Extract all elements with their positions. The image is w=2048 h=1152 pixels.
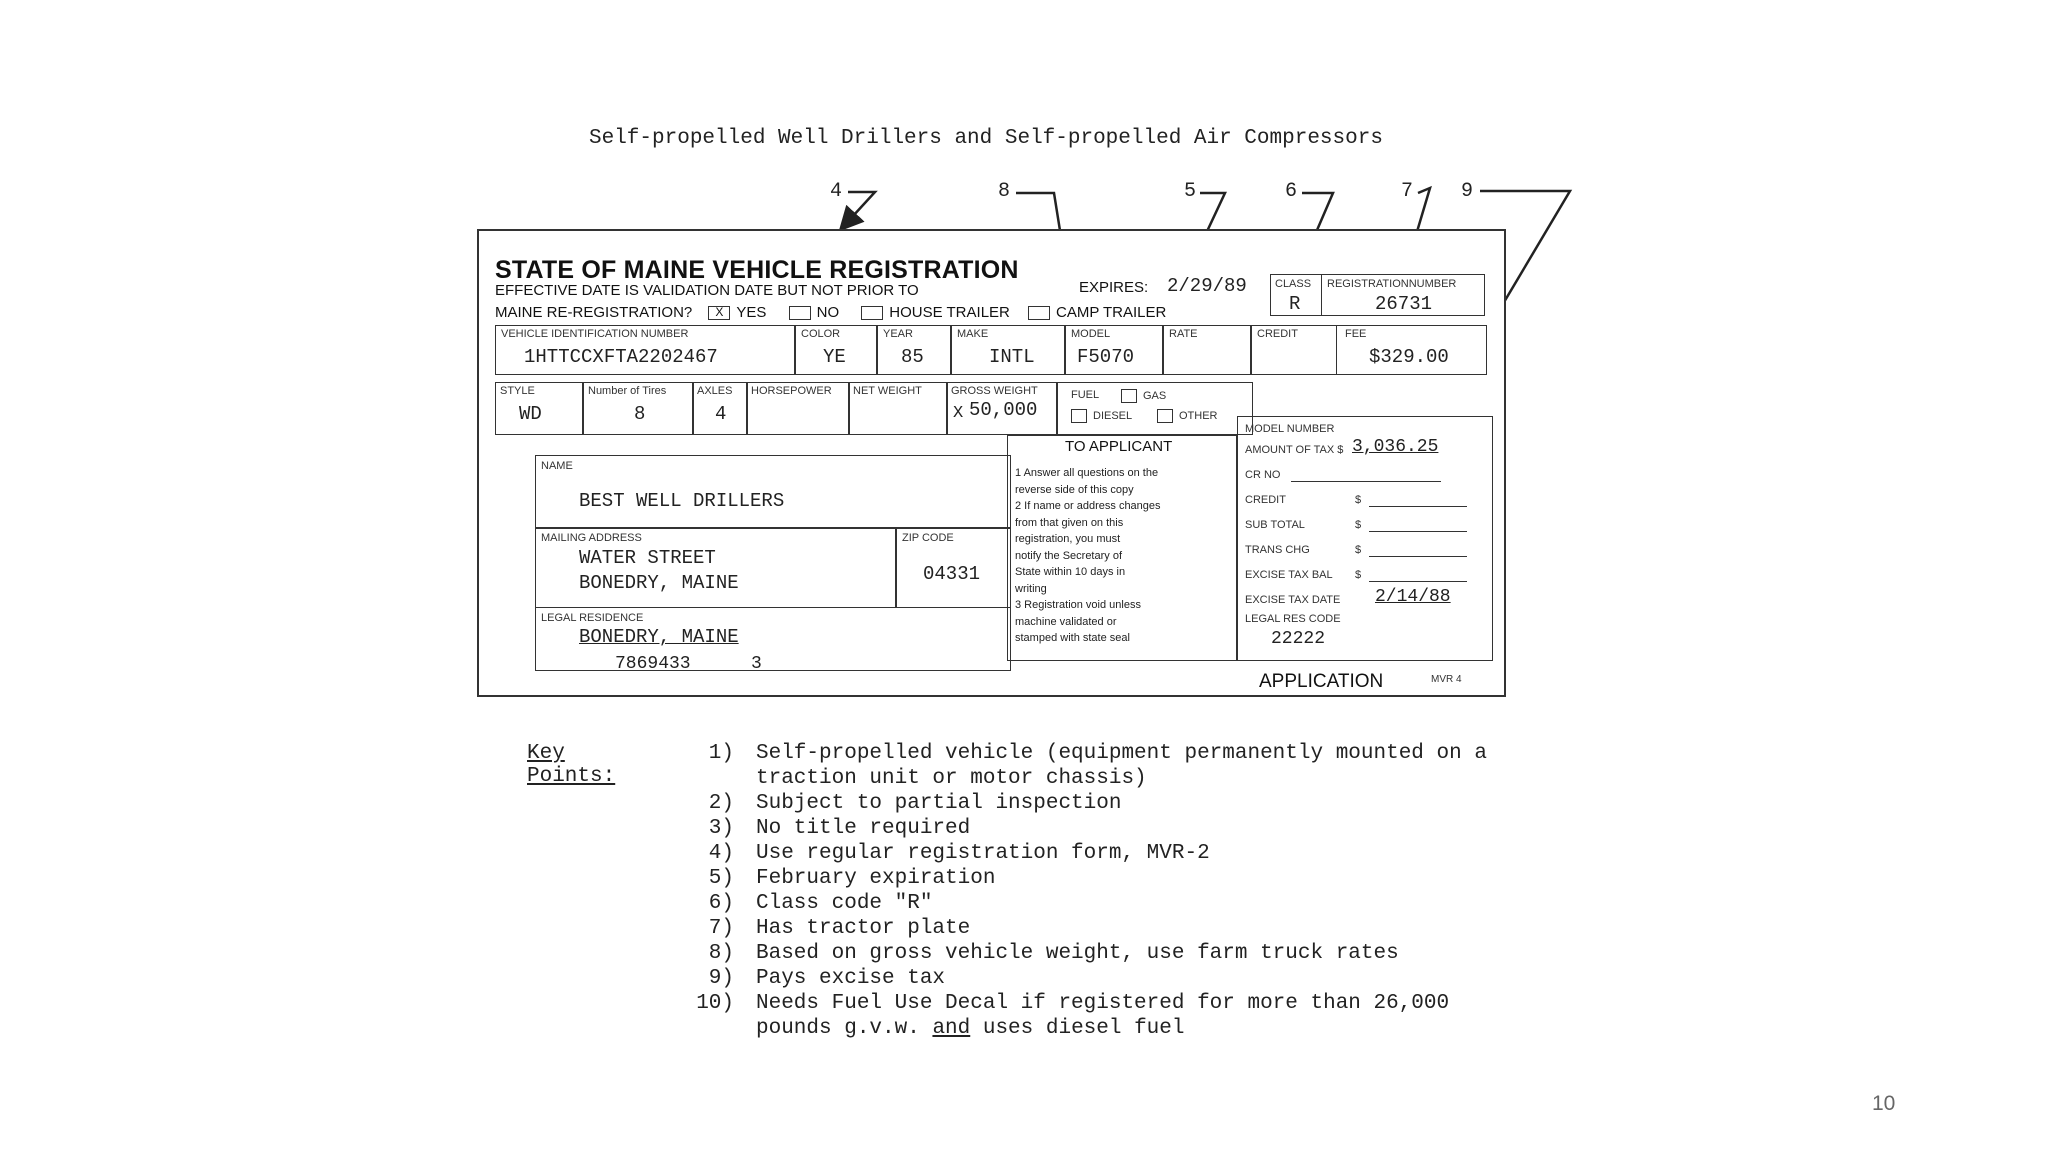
callout-9: 9: [1461, 180, 1474, 203]
fuel-diesel: [1071, 409, 1132, 423]
excise-bal-label: EXCISE TAX BAL: [1245, 569, 1333, 581]
instruction-line: registration, you must: [1015, 533, 1121, 545]
instruction-line: notify the Secretary of: [1015, 549, 1122, 562]
no-checkbox: [789, 306, 811, 320]
legal-residence-value: BONEDRY, MAINE: [579, 626, 739, 648]
instruction-line: 3 Registration void unless: [1015, 599, 1141, 611]
kp-text-4: Use regular registration form, MVR-2: [756, 842, 1210, 865]
bottom-number: 7869433: [615, 654, 691, 674]
instruction-line: machine validated or: [1015, 615, 1117, 628]
name-value: BEST WELL DRILLERS: [579, 490, 785, 512]
kp-text-9: Pays excise tax: [756, 967, 946, 990]
kp-text-10b-pre: pounds g.v.w.: [756, 1017, 933, 1040]
arrow-4: [842, 192, 875, 228]
legal-residence-label: LEGAL RESIDENCE: [541, 612, 644, 624]
instruction-line: writing: [1015, 582, 1047, 595]
credit-label: CREDIT: [1257, 328, 1298, 340]
callout-8: 8: [998, 180, 1011, 203]
kp-text-8: Based on gross vehicle weight, use farm truck rates: [756, 942, 1399, 965]
form-title: STATE OF MAINE VEHICLE REGISTRATION: [495, 256, 1019, 284]
tires-label: Number of Tires: [588, 385, 667, 397]
callout-6: 6: [1285, 180, 1298, 203]
other-checkbox: [1157, 409, 1173, 423]
trans-label: TRANS CHG: [1245, 544, 1310, 556]
diesel-checkbox: [1071, 409, 1087, 423]
fee-label: FEE: [1345, 328, 1367, 340]
kp-text-1b: traction unit or motor chassis): [756, 767, 1147, 790]
subtotal-label: SUB TOTAL: [1245, 519, 1305, 531]
cr-no-line: [1291, 467, 1441, 482]
registration-form: [477, 229, 1506, 697]
diesel-label: DIESEL: [1093, 409, 1133, 422]
yes-checkbox: X: [708, 306, 730, 320]
kp-num-10: 10): [696, 992, 734, 1015]
legal-res-code-label: LEGAL RES CODE: [1245, 613, 1341, 625]
credit2-label: CREDIT: [1245, 494, 1286, 506]
make-value: INTL: [989, 346, 1035, 368]
amount-tax-label: AMOUNT OF TAX $: [1245, 444, 1344, 456]
rate-label: RATE: [1169, 328, 1198, 340]
kp-num-2: 2): [708, 792, 734, 815]
fuel-gas: [1121, 389, 1166, 403]
house-trailer-label: HOUSE TRAILER: [889, 304, 1010, 321]
regnum-value: 26731: [1375, 293, 1433, 315]
instruction-line: State within 10 days in: [1015, 566, 1126, 578]
class-label: CLASS: [1275, 278, 1312, 290]
kp-text-10a: Needs Fuel Use Decal if registered for more than 26,000: [756, 992, 1450, 1015]
instruction-line: reverse side of this copy: [1015, 483, 1134, 496]
yes-label: YES: [736, 304, 767, 321]
legal-res-code-value: 22222: [1271, 629, 1326, 649]
kp-text-1a: Self-propelled vehicle (equipment permanently mounted on a: [756, 742, 1487, 765]
gas-label: GAS: [1143, 389, 1167, 402]
model-value: F5070: [1077, 346, 1135, 368]
kp-num-7: 7): [708, 917, 734, 940]
trans-dollar: $: [1355, 544, 1362, 556]
mailing-line2: BONEDRY, MAINE: [579, 572, 739, 594]
gross-weight-value: 50,000: [969, 399, 1038, 421]
cr-no-label: CR NO: [1245, 469, 1281, 481]
subtotal-dollar: $: [1355, 519, 1362, 531]
no-label: NO: [816, 304, 840, 321]
regnum-label: REGISTRATIONNUMBER: [1327, 278, 1457, 290]
kp-text-3: No title required: [756, 817, 971, 840]
gas-checkbox: [1121, 389, 1137, 403]
gross-weight-label: GROSS WEIGHT: [951, 385, 1038, 397]
instruction-line: stamped with state seal: [1015, 632, 1130, 644]
excise-bal-dollar: $: [1355, 569, 1362, 581]
color-label: COLOR: [801, 328, 841, 340]
vin-label: VEHICLE IDENTIFICATION NUMBER: [501, 328, 689, 340]
camp-trailer-checkbox: [1028, 306, 1050, 320]
callout-5: 5: [1184, 180, 1197, 203]
make-label: MAKE: [957, 328, 989, 340]
instruction-line: 2 If name or address changes: [1015, 500, 1161, 512]
color-value: YE: [823, 346, 846, 368]
tires-value: 8: [634, 403, 646, 425]
style-label: STYLE: [500, 385, 535, 397]
mailing-line1: WATER STREET: [579, 547, 716, 569]
credit2-line: [1369, 492, 1467, 507]
kp-num-1: 1): [708, 742, 734, 765]
kp-text-7: Has tractor plate: [756, 917, 971, 940]
application-label: APPLICATION: [1259, 671, 1384, 692]
horsepower-label: HORSEPOWER: [751, 385, 832, 397]
expires-label: EXPIRES:: [1079, 279, 1149, 296]
other-label: OTHER: [1179, 409, 1218, 422]
kp-text-10b-and: and: [932, 1017, 971, 1040]
kp-text-2: Subject to partial inspection: [756, 792, 1122, 815]
excise-date-label: EXCISE TAX DATE: [1245, 594, 1341, 606]
rereg-row: [495, 304, 1166, 321]
gross-weight-prefix: X: [953, 404, 964, 423]
excise-date-value: 2/14/88: [1375, 587, 1451, 607]
kp-text-10b: [756, 1017, 1185, 1040]
kp-num-3: 3): [708, 817, 734, 840]
credit2-dollar: $: [1355, 494, 1362, 506]
kp-text-6: Class code "R": [756, 892, 933, 915]
to-applicant-title: TO APPLICANT: [1065, 438, 1173, 455]
amount-tax-value: 3,036.25: [1352, 437, 1439, 457]
rereg-label: MAINE RE-REGISTRATION?: [495, 304, 693, 321]
bottom-digit: 3: [751, 654, 762, 674]
model-number-label: MODEL NUMBER: [1245, 423, 1335, 435]
net-weight-label: NET WEIGHT: [853, 385, 922, 397]
house-trailer-checkbox: [861, 306, 883, 320]
slide-number: 10: [1872, 1092, 1896, 1115]
camp-trailer-label: CAMP TRAILER: [1056, 304, 1167, 321]
kp-text-5: February expiration: [756, 867, 996, 890]
fuel-other: [1157, 409, 1218, 423]
style-value: WD: [519, 403, 542, 425]
document-heading: Self-propelled Well Drillers and Self-propelled Air Compressors: [589, 127, 1383, 150]
model-label: MODEL: [1071, 328, 1111, 340]
year-value: 85: [901, 346, 924, 368]
form-code: MVR 4: [1431, 674, 1462, 685]
kp-text-10b-post: uses diesel fuel: [970, 1017, 1185, 1040]
year-label: YEAR: [883, 328, 913, 340]
fee-value: $329.00: [1369, 346, 1449, 368]
fuel-label: FUEL: [1071, 389, 1100, 401]
kp-num-5: 5): [708, 867, 734, 890]
excise-bal-line: [1369, 567, 1467, 582]
axles-label: AXLES: [697, 385, 733, 397]
instruction-line: 1 Answer all questions on the: [1015, 467, 1159, 479]
name-label: NAME: [541, 460, 573, 472]
key-points-label: Key Points:: [527, 742, 616, 788]
kp-num-8: 8): [708, 942, 734, 965]
callout-7: 7: [1401, 180, 1414, 203]
axles-value: 4: [715, 403, 727, 425]
mailing-label: MAILING ADDRESS: [541, 532, 642, 544]
effective-line: EFFECTIVE DATE IS VALIDATION DATE BUT NOT PRIOR TO: [495, 282, 919, 299]
kp-num-9: 9): [708, 967, 734, 990]
kp-num-4: 4): [708, 842, 734, 865]
applicant-instructions: [1015, 465, 1161, 647]
vin-value: 1HTTCCXFTA2202467: [524, 346, 718, 368]
zip-value: 04331: [923, 563, 981, 585]
kp-num-6: 6): [708, 892, 734, 915]
class-value: R: [1289, 293, 1301, 315]
subtotal-line: [1369, 517, 1467, 532]
trans-line: [1369, 542, 1467, 557]
callout-4: 4: [830, 180, 843, 203]
zip-label: ZIP CODE: [902, 532, 954, 544]
instruction-line: from that given on this: [1015, 516, 1124, 529]
expires-value: 2/29/89: [1167, 275, 1247, 297]
